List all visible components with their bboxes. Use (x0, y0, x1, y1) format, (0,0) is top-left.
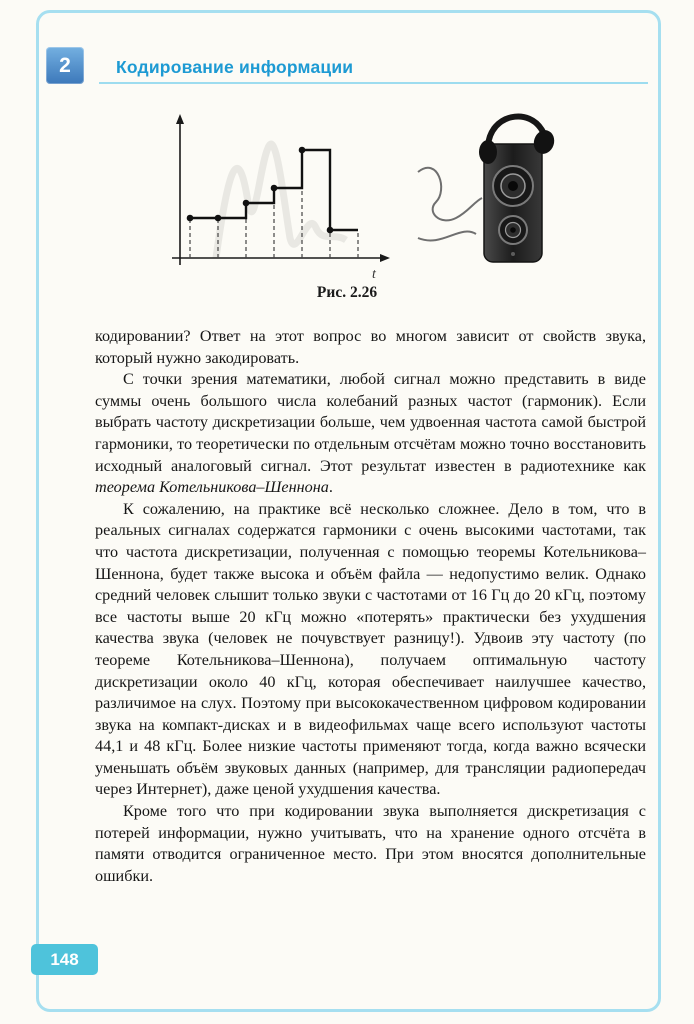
chapter-number-badge (46, 47, 84, 84)
chapter-number: 2 (59, 53, 71, 77)
speaker-headphones-illustration (416, 106, 566, 268)
theorem-name-italic: теорема Котельникова–Шеннона (95, 478, 329, 497)
header-divider (99, 82, 648, 84)
speaker-logo-dot (511, 252, 515, 256)
speaker-tweeter (499, 216, 527, 244)
x-axis-arrow (380, 254, 390, 262)
y-axis-arrow (176, 114, 184, 124)
axes (172, 122, 382, 265)
analog-wave-ghost (216, 144, 346, 258)
paragraph-1: кодировании? Ответ на этот вопрос во многом зависит от свойств звука, который нужно закодировать. (95, 327, 646, 367)
figure-caption: Рис. 2.26 (316, 284, 378, 301)
paragraph-2 (95, 369, 646, 499)
page-number: 148 (50, 949, 79, 969)
headphone-cable (418, 168, 482, 241)
paragraph-2-end: . (328, 478, 333, 497)
speaker-woofer (493, 166, 533, 206)
discretization-graph (158, 110, 398, 282)
page-number-badge (31, 944, 98, 975)
paragraph-3: К сожалению, на практике всё несколько сложнее. Дело в том, что в реальных сигналах содержатся гармоники с очень высокими частотами, так что частота дискретизации, полученная с помощью теоремы Котельникова–Шеннона, будет также высока и объём файла — недопустимо велик. Однако средний человек слышит только звуки с частотами от 16 Гц до 20 кГц, поэтому все частоты выше 20 кГц можно «потерять» практически без ухудшения качества звука (человек не почувствует разницу!). Удвоив эту частоту (по теореме Котельникова–Шеннона), получаем оптимальную частоту дискретизации около 40 кГц, которая обеспечивает наилучшее качество, различимое на слух. Поэтому при высококачественном цифровом кодировании звука на компакт-дисках и в видеофильмах чаще всего используют частоты 44,1 и 48 кГц. Более низкие частоты применяют тогда, когда важно всячески уменьшать объём звуковых данных (например, для трансляции радиопередач через Интернет), даже ценой ухудшения качества. (95, 499, 646, 799)
paragraph-2-text: С точки зрения математики, любой сигнал можно представить в виде суммы очень большого числа колебаний разных частот (гармоник). Если выбрать частоту дискретизации больше, чем удвоенная частота самой быстрой гармоники, то теоретически по отдельным отсчётам можно точно восстановить исходный аналоговый сигнал. Этот результат известен в радиотехнике как (95, 370, 646, 475)
chapter-title: Кодирование информации (116, 57, 354, 77)
figure-2-26 (158, 106, 566, 282)
body-text (95, 326, 646, 887)
t-axis-label: t (372, 267, 376, 282)
paragraph-4: Кроме того что при кодировании звука выполняется дискретизация с потерей информации, нужно учитывать, что на хранение одного отсчёта в памяти отводится ограниченное место. При этом вносятся дополнительные ошибки. (95, 802, 646, 885)
